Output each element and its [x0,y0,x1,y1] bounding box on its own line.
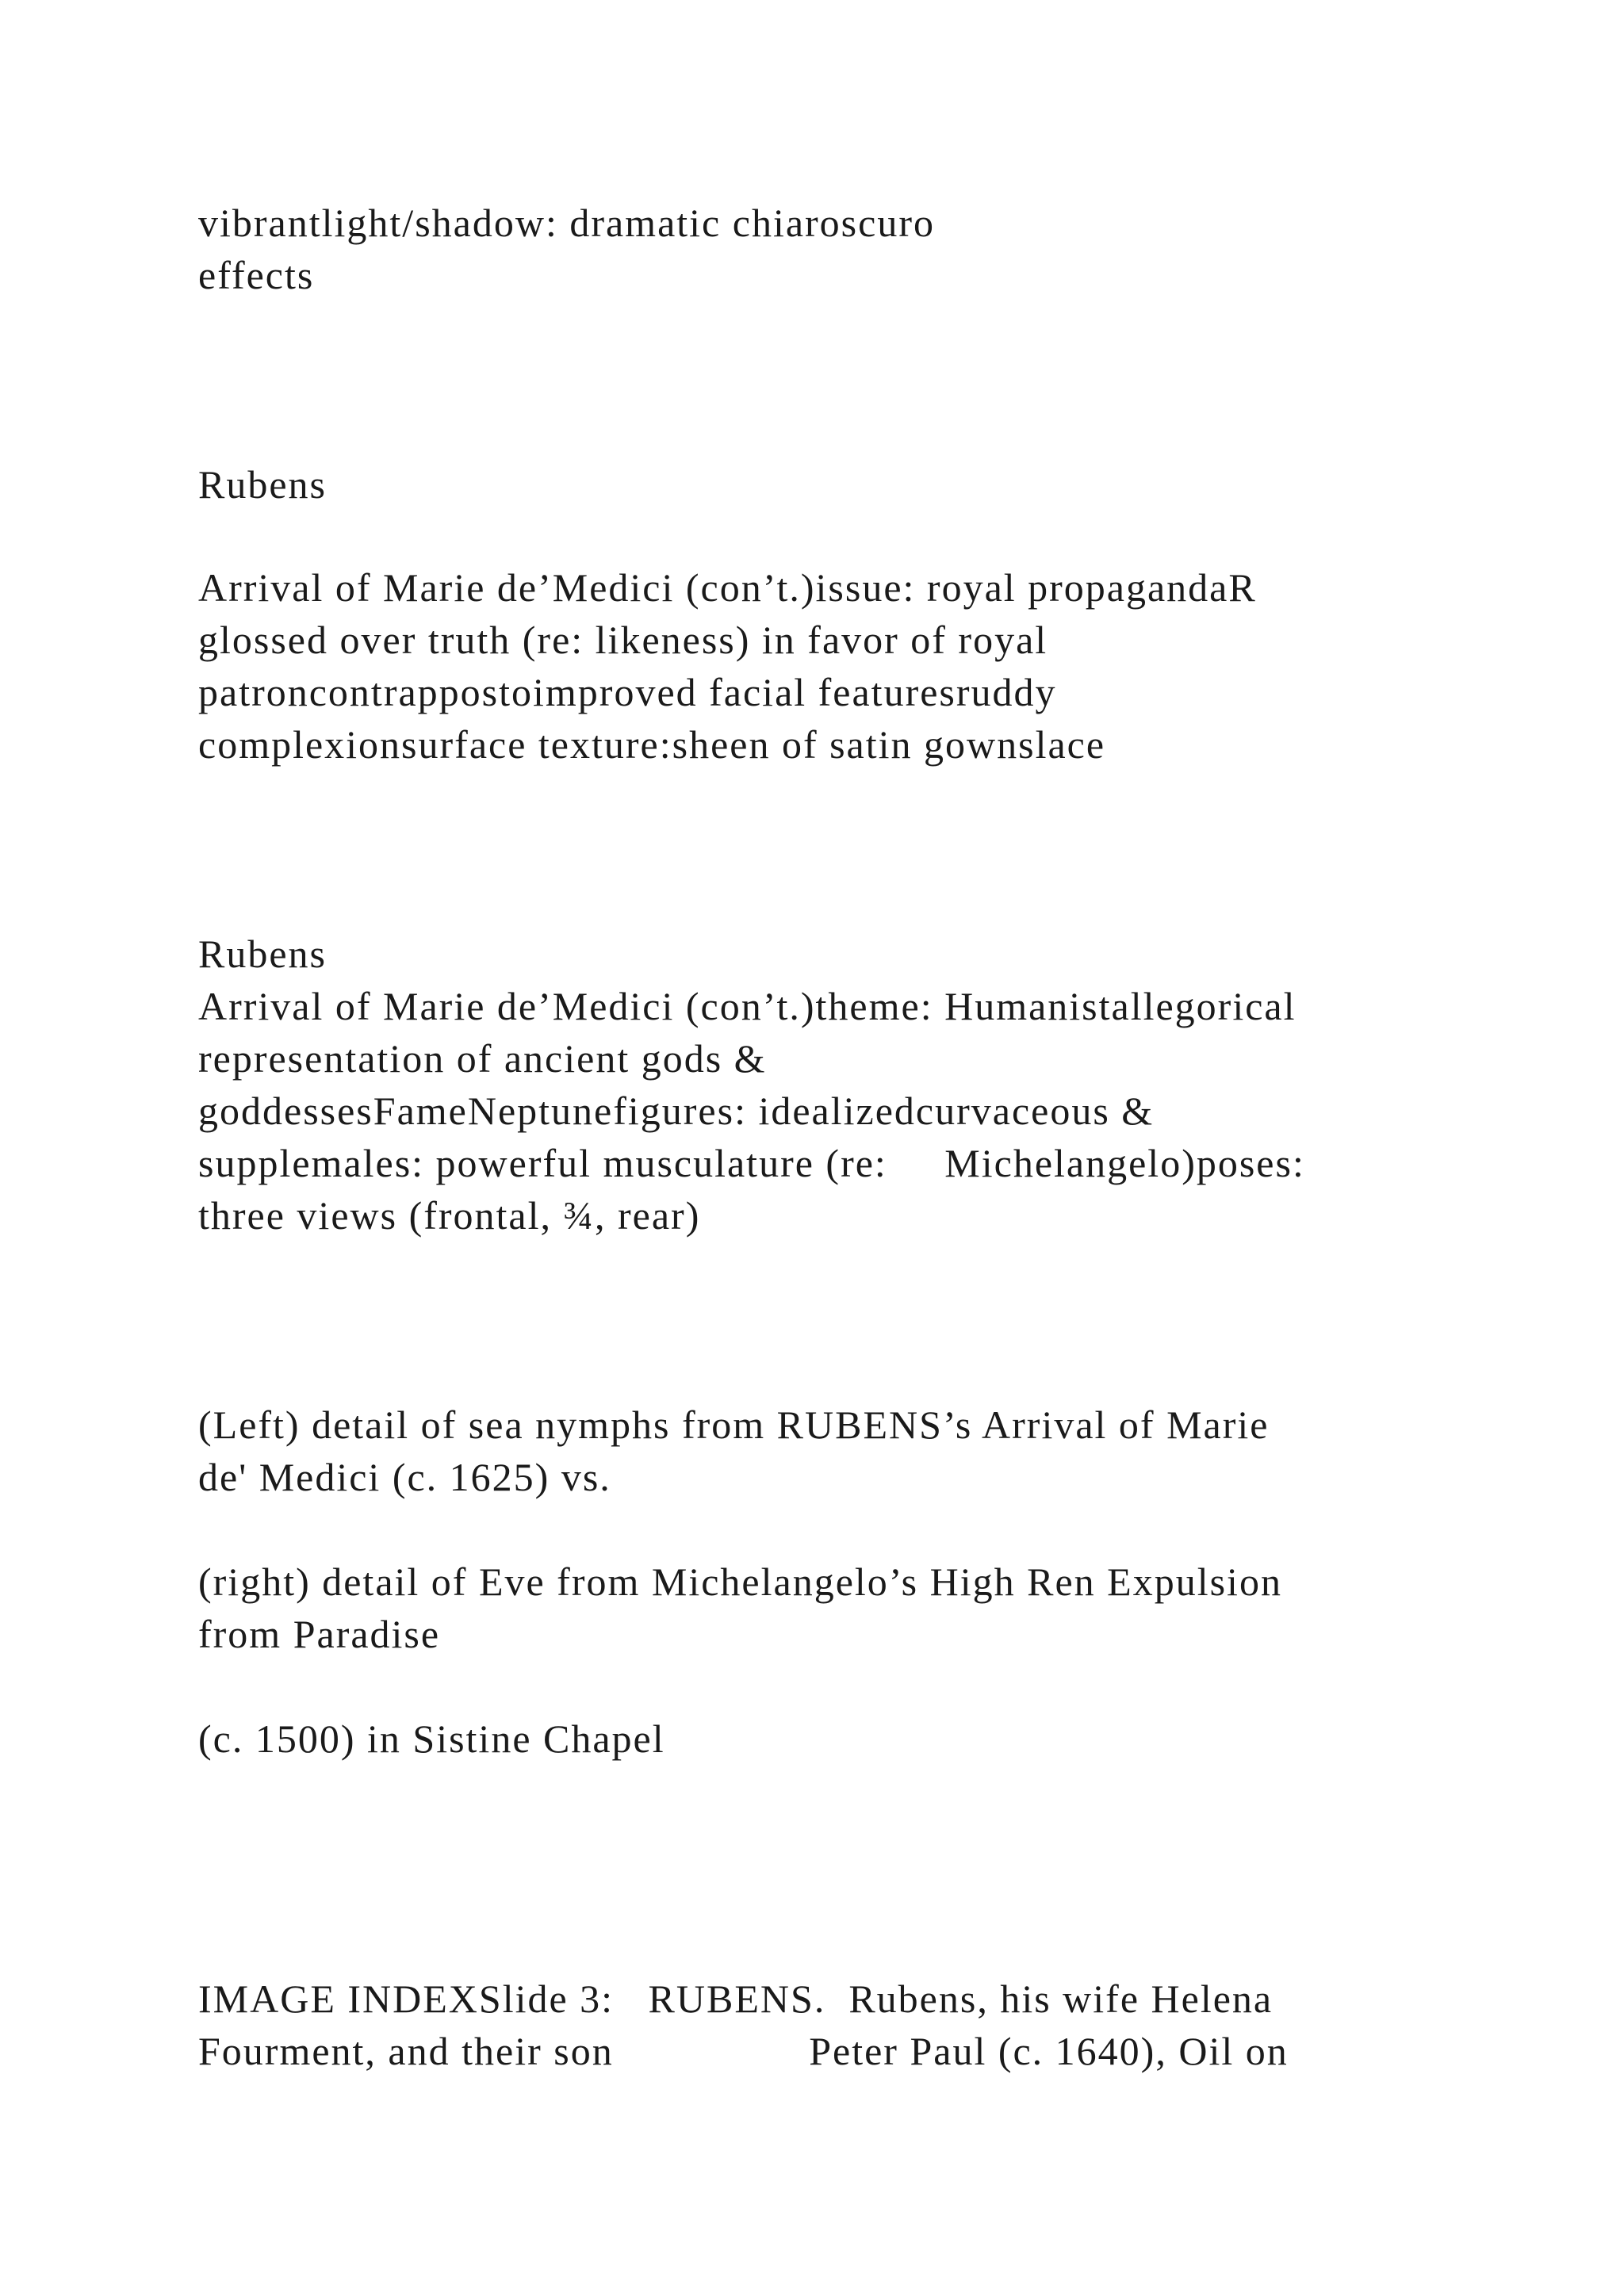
text-line: three views (frontal, ¾, rear) [198,1193,701,1238]
text-line: glossed over truth (re: likeness) in favor of royal [198,618,1048,662]
text-line: IMAGE INDEXSlide 3: RUBENS. Rubens, his wife Helena [198,1976,1274,2021]
text-line: from Paradise [198,1612,441,1656]
text-line: Fourment, and their son Peter Paul (c. 1640), Oil on [198,2029,1289,2073]
text-line: patroncontrappostoimproved facial featuresruddy [198,670,1057,714]
text-line: representation of ancient gods & [198,1036,767,1081]
text-line: (Left) detail of sea nymphs from RUBENS’s Arrival of Marie [198,1402,1270,1447]
text-line: effects [198,253,315,297]
text-line: supplemales: powerful musculature (re: Michelangelo)poses: [198,1141,1305,1185]
text-line: de' Medici (c. 1625) vs. [198,1455,611,1499]
text-line: complexionsurface texture:sheen of satin gownslace [198,722,1106,767]
section-heading: Rubens [198,462,327,507]
text-line: Arrival of Marie de’Medici (con’t.)issue: royal propagandaR [198,565,1257,610]
text-line: (c. 1500) in Sistine Chapel [198,1716,665,1761]
text-line: goddessesFameNeptunefigures: idealizedcurvaceous & [198,1089,1155,1133]
text-line: Arrival of Marie de’Medici (con’t.)theme: Humanistallegorical [198,984,1297,1028]
section-heading: Rubens [198,932,327,976]
text-line: (right) detail of Eve from Michelangelo’s High Ren Expulsion [198,1559,1282,1604]
text-line: vibrantlight/shadow: dramatic chiaroscuro [198,201,935,245]
